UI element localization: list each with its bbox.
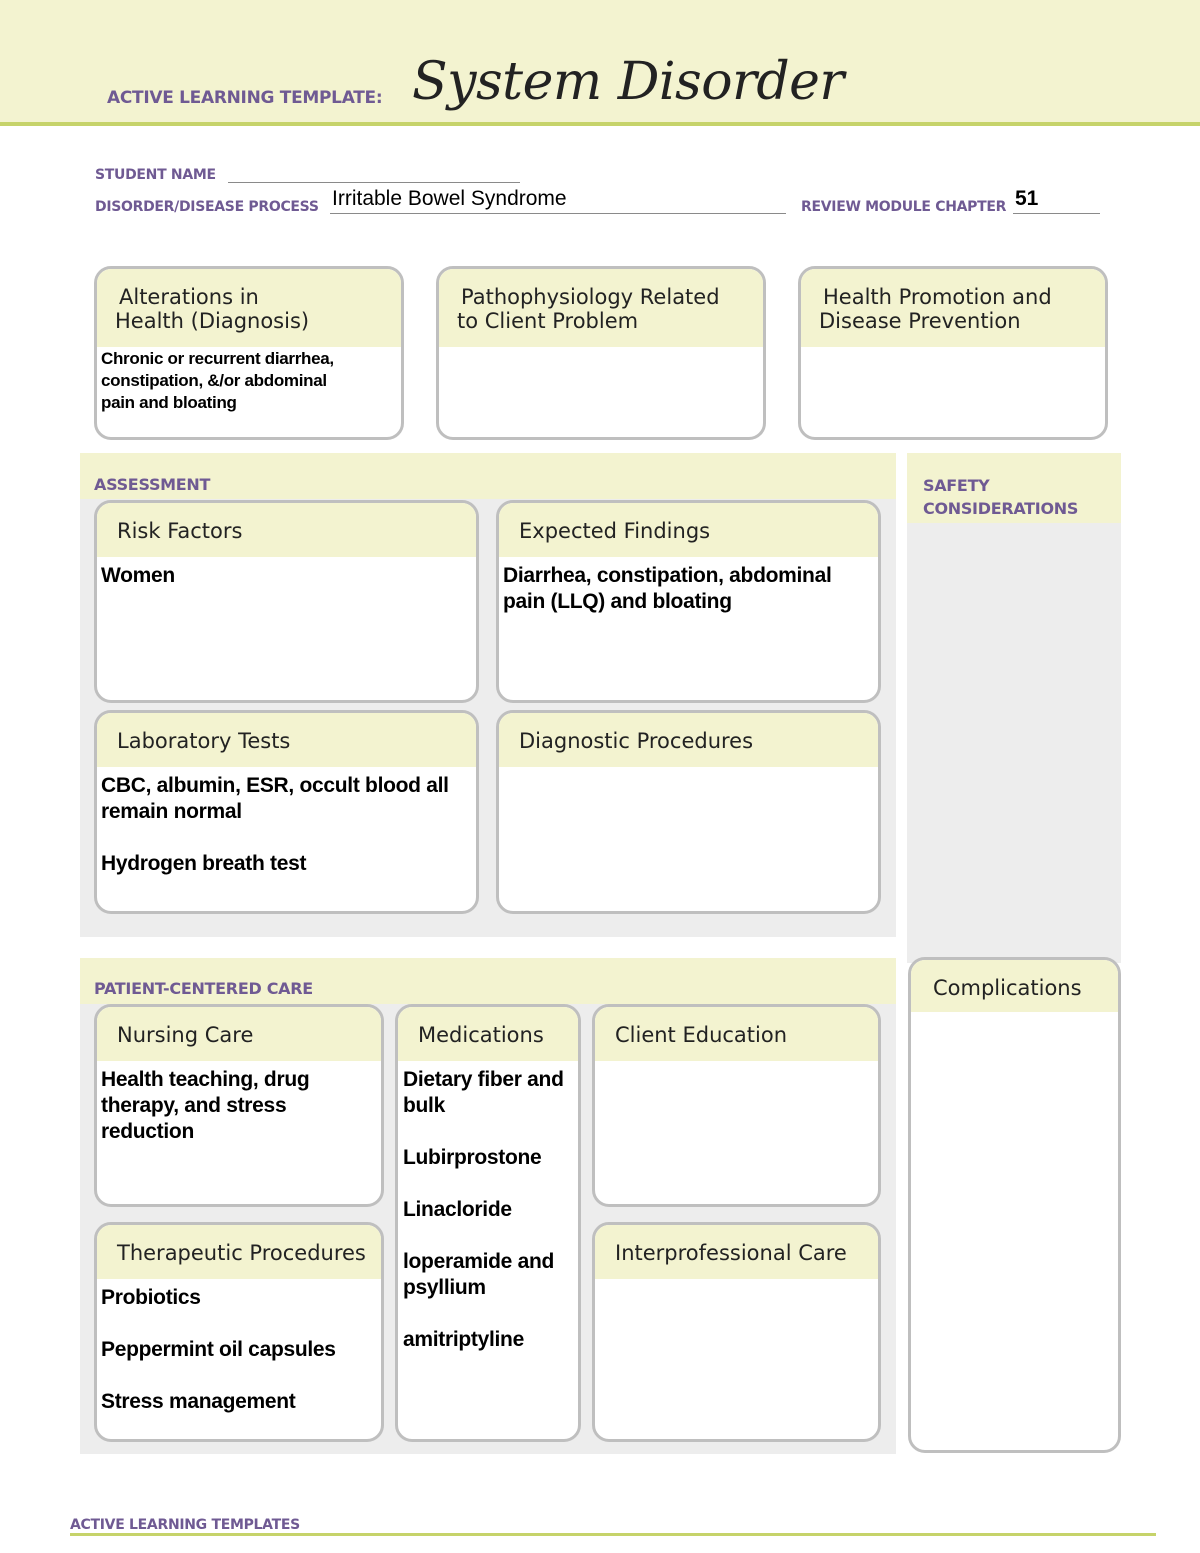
medication-item: Dietary fiber and bulk xyxy=(403,1068,564,1117)
complications-box[interactable] xyxy=(908,957,1121,1453)
pathophysiology-title-line1: Pathophysiology Related xyxy=(461,285,720,309)
template-prefix: ACTIVE LEARNING TEMPLATE: xyxy=(107,88,383,108)
medications-title: Medications xyxy=(398,1007,578,1061)
health-promotion-box[interactable] xyxy=(798,266,1108,440)
nursing-care-box[interactable] xyxy=(94,1004,384,1207)
footer-rule xyxy=(70,1533,1156,1536)
medications-box[interactable] xyxy=(395,1004,581,1442)
safety-considerations-panel[interactable] xyxy=(907,453,1121,963)
disorder-label: DISORDER/DISEASE PROCESS xyxy=(95,199,319,215)
safety-considerations-label xyxy=(923,474,1078,520)
complications-title: Complications xyxy=(911,960,1118,1012)
therapeutic-procedure-item: Peppermint oil capsules xyxy=(101,1338,336,1361)
student-name-field[interactable] xyxy=(228,182,520,183)
client-education-box[interactable] xyxy=(592,1004,881,1207)
risk-factors-box[interactable] xyxy=(94,500,479,703)
laboratory-tests-box[interactable] xyxy=(94,710,479,914)
laboratory-test-item: Hydrogen breath test xyxy=(101,852,307,875)
medication-item: Lubirprostone xyxy=(403,1146,542,1169)
expected-findings-box[interactable] xyxy=(496,500,881,703)
pathophysiology-box[interactable] xyxy=(436,266,766,440)
patient-centered-care-label: PATIENT-CENTERED CARE xyxy=(94,979,313,998)
chapter-field[interactable] xyxy=(1013,213,1100,214)
chapter-value: 51 xyxy=(1015,187,1039,210)
client-education-title: Client Education xyxy=(595,1007,878,1061)
medication-item: Linacloride xyxy=(403,1198,512,1221)
interprofessional-care-title: Interprofessional Care xyxy=(595,1225,878,1279)
medication-item: amitriptyline xyxy=(403,1328,524,1351)
nursing-care-title: Nursing Care xyxy=(97,1007,381,1061)
therapeutic-procedure-item: Stress management xyxy=(101,1390,296,1413)
footer-label: ACTIVE LEARNING TEMPLATES xyxy=(70,1517,300,1533)
risk-factors-title: Risk Factors xyxy=(97,503,476,557)
nursing-care-text: Health teaching, drug therapy, and stress reduction xyxy=(101,1068,310,1143)
therapeutic-procedures-box[interactable] xyxy=(94,1222,384,1442)
alterations-title-line2: Health (Diagnosis) xyxy=(115,309,310,333)
disorder-field[interactable] xyxy=(330,213,786,214)
safety-label-line1: SAFETY xyxy=(923,476,990,495)
health-promotion-title-line1: Health Promotion and xyxy=(823,285,1052,309)
diagnostic-procedures-box[interactable] xyxy=(496,710,881,914)
disorder-value: Irritable Bowel Syndrome xyxy=(332,187,567,210)
diagnostic-procedures-title: Diagnostic Procedures xyxy=(499,713,878,767)
therapeutic-procedures-title: Therapeutic Procedures xyxy=(97,1225,381,1279)
risk-factors-text: Women xyxy=(101,564,175,587)
alterations-in-health-box[interactable] xyxy=(94,266,404,440)
alterations-text-line3: pain and bloating xyxy=(101,393,237,412)
alterations-text-line2: constipation, &/or abdominal xyxy=(101,371,327,390)
pathophysiology-title-line2: to Client Problem xyxy=(457,309,639,333)
alterations-title-line1: Alterations in xyxy=(119,285,259,309)
medication-item: loperamide and psyllium xyxy=(403,1250,555,1299)
alterations-text-line1: Chronic or recurrent diarrhea, xyxy=(101,349,334,368)
safety-label-line2: CONSIDERATIONS xyxy=(923,499,1079,518)
expected-findings-title: Expected Findings xyxy=(499,503,878,557)
header-rule xyxy=(0,122,1200,126)
interprofessional-care-box[interactable] xyxy=(592,1222,881,1442)
expected-findings-text: Diarrhea, constipation, abdominal pain (LLQ) and bloating xyxy=(503,564,832,613)
therapeutic-procedure-item: Probiotics xyxy=(101,1286,201,1309)
assessment-label: ASSESSMENT xyxy=(94,475,211,494)
laboratory-test-item: CBC, albumin, ESR, occult blood all remain normal xyxy=(101,774,449,823)
health-promotion-title-line2: Disease Prevention xyxy=(819,309,1021,333)
laboratory-tests-title: Laboratory Tests xyxy=(97,713,476,767)
chapter-label: REVIEW MODULE CHAPTER xyxy=(801,199,1007,215)
page-title: System Disorder xyxy=(412,52,844,112)
student-name-label: STUDENT NAME xyxy=(95,167,216,183)
